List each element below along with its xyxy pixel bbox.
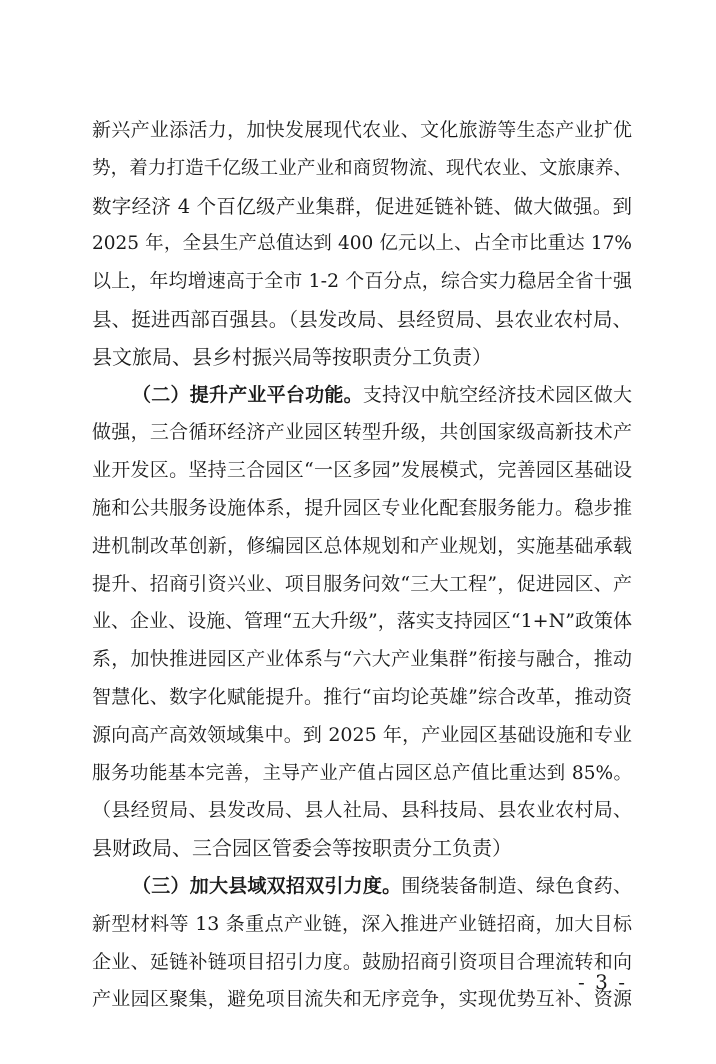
page-number: - 3 - [578,970,627,994]
section-heading-line [92,868,632,906]
text-line: 新型材料等 13 条重点产业链，深入推进产业链招商，加大目标 [92,912,632,935]
text-line: 县财政局、三合园区管委会等按职责分工负责） [92,836,512,861]
text-line: 做强，三合循环经济产业园区转型升级，共创国家级高新技术产 [92,421,632,444]
text-line: 企业、延链补链项目招引力度。鼓励招商引资项目合理流转和向 [92,950,632,973]
section-heading: （二）提升产业平台功能。 [132,383,363,406]
paragraph-1 [92,112,632,377]
text-line: 新兴产业添活力，加快发展现代农业、文化旅游等生态产业扩优 [92,119,632,141]
section-heading-line [92,377,632,415]
text-line: （县经贸局、县发改局、县人社局、县科技局、县农业农村局、 [92,799,632,822]
section-3 [92,868,632,1019]
text-line: 施和公共服务设施体系，提升园区专业化配套服务能力。稳步推 [92,496,632,519]
section-heading: （三）加大县域双招双引力度。 [132,874,402,897]
text-line: 服务功能基本完善，主导产业产值占园区总产值比重达到 85%。 [92,762,632,784]
text-line: 2025 年，全县生产总值达到 400 亿元以上、占全市比重达 17% [92,233,632,255]
text-line: 智慧化、数字化赋能提升。推行“亩均论英雄”综合改革，推动资 [92,685,632,708]
section-2 [92,377,632,868]
text-line: 系，加快推进园区产业体系与“六大产业集群”衔接与融合，推动 [92,648,632,671]
text-line: 以上，年均增速高于全市 1-2 个百分点，综合实力稳居全省十强 [92,270,632,293]
text-line: 数字经济 4 个百亿级产业集群，促进延链补链、做大做强。到 [92,194,632,218]
text-line: 势，着力打造千亿级工业产业和商贸物流、现代农业、文旅康养、 [92,157,632,179]
document-body [92,112,632,1019]
text-line: 源向高产高效领域集中。到 2025 年，产业园区基础设施和专业 [92,723,632,746]
text-line: 县文旅局、县乡村振兴局等按职责分工负责） [92,344,492,369]
text-line: 县、挺进西部百强县。（县发改局、县经贸局、县农业农村局、 [92,307,632,331]
text-line: 提升、招商引资兴业、项目服务问效“三大工程”，促进园区、产 [92,572,632,595]
text-line: 业开发区。坚持三合园区“一区多园”发展模式，完善园区基础设 [92,459,632,482]
text-line: 业、企业、设施、管理“五大升级”，落实支持园区“1+N”政策体 [92,610,632,633]
text-span: 支持汉中航空经济技术园区做大 [362,383,632,406]
text-span: 围绕装备制造、绿色食药、 [401,874,632,897]
text-line: 产业园区聚集，避免项目流失和无序竞争，实现优势互补、资源 [92,988,632,1011]
text-line: 进机制改革创新，修编园区总体规划和产业规划，实施基础承载 [92,534,632,557]
